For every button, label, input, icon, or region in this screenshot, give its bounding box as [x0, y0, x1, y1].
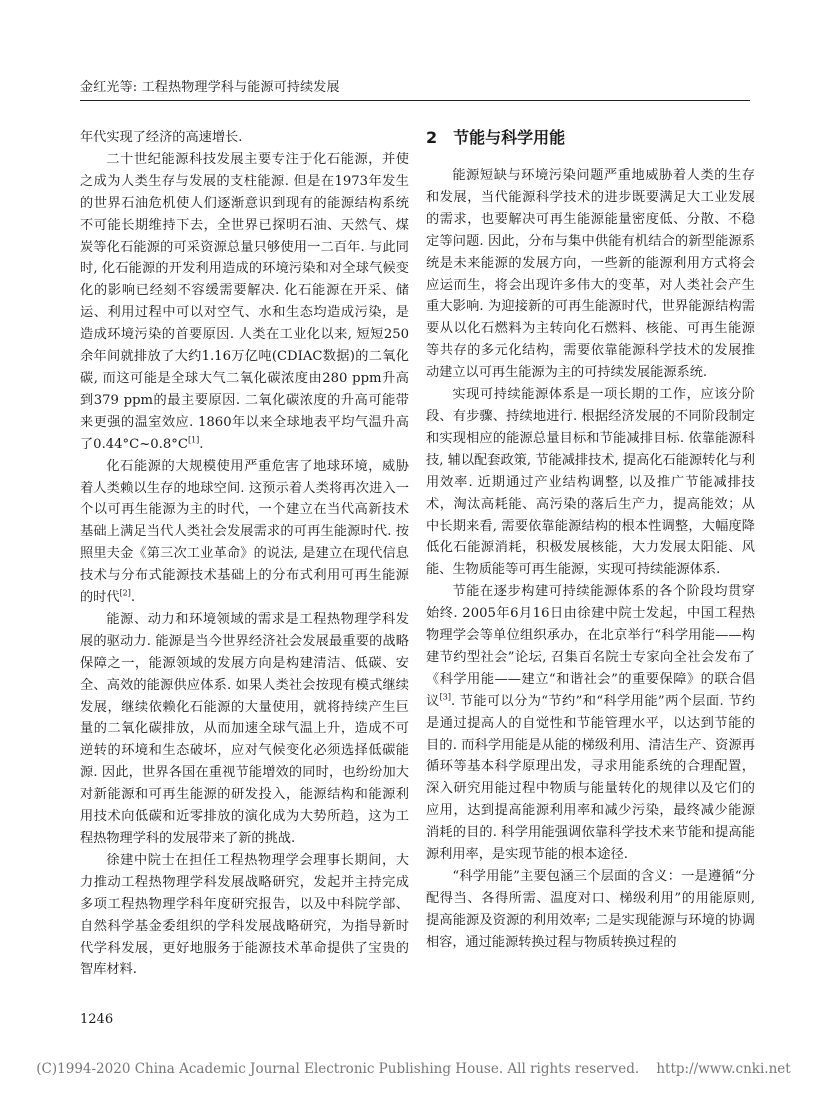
left-paragraph-3-text: 化石能源的大规模使用严重危害了地球环境，威胁着人类赖以生存的地球空间. 这预示着人类将再次进入一个以可再生能源为主的时代，一个建立在当代高新技术基础上满足当代人类社会发展需求的可再生能源时代. 按照里夫金《第三次工业革命》的说法, 是建立在现代信息技术与分布式能源技术基础上的分布式利用可再生能源的时代	[80, 458, 409, 606]
right-paragraph-4: “科学用能”主要包涵三个层面的含义：一是遵循“分配得当、各得所需、温度对口、梯级利用”的用能原则, 提高能源及资源的利用效率; 二是实现能源与环境的协调相容，通过能源转换过程与物质转换过程的	[426, 869, 755, 950]
left-paragraph-2-text: 二十世纪能源科技发展主要专注于化石能源，并使之成为人类生存与发展的支柱能源. 但是在1973年发生的世界石油危机使人们逐渐意识到现有的能源结构系统不可能长期维持下去，全世界已探明石油、天然气、煤炭等化石能源的可采资源总量只够使用一二百年. 与此同时, 化石能源的开发利用造成的环境污染和对全球气候变化的影响已经刻不容缓需要解决. 化石能源在开采、储运、利用过程中可以对空气、水和生态均造成污染，是造成环境污染的首要原因. 人类在工业化以来, 短短250余年间就排放了大约1.16万亿吨(CDIAC数据)的二氧化碳, 而这可能是全球大气二氧化碳浓度由280 ppm升高到379 ppm的最主要原因. 二氧化碳浓度的升高可能带来更强的温室效应. 1860年以来全球地表平均气温升高了0.44°C~0.8°C	[80, 151, 409, 452]
right-paragraph-1: 能源短缺与环境污染问题严重地威胁着人类的生存和发展，当代能源科学技术的进步既要满足大工业发展的需求，也要解决可再生能源能量密度低、分散、不稳定等问题. 因此，分布与集中供能有机结合的新型能源系统是未来能源的发展方向，一些新的能源利用方式将会应运而生，将会出现许多伟大的变革，对人类社会产生重大影响. 为迎接新的可再生能源时代，世界能源结构需要从以化石燃料为主转向化石燃料、核能、可再生能源等共存的多元化结构，需要依靠能源科学技术的发展推动建立以可再生能源为主的可持续发展能源系统.	[426, 168, 755, 381]
left-paragraph-1: 年代实现了经济的高速增长.	[80, 130, 243, 145]
copyright-footer	[0, 1061, 827, 1077]
left-paragraph-2-end: .	[199, 436, 204, 452]
left-paragraph-3-end: .	[130, 590, 136, 606]
left-paragraph-2	[80, 149, 409, 456]
right-column	[426, 127, 755, 954]
running-header: 金红光等: 工程热物理学科与能源可持续发展	[80, 80, 340, 95]
copyright-text: (C)1994-2020 China Academic Journal Electronic Publishing House. All rights reserved.	[36, 1061, 640, 1077]
page-number: 1246	[80, 1012, 114, 1027]
right-paragraph-3	[426, 581, 755, 866]
right-paragraph-3-end: . 节能可以分为“节约”和“科学用能”两个层面. 节约是通过提高人的自觉性和节能管理水平，以达到节能的目的. 而科学用能是从能的梯级利用、清洁生产、资源再循环等基本科学原理出发，寻求用能系统的合理配置，深入研究用能过程中物质与能量转化的规律以及它们的应用，达到提高能源利用率和减少污染，最终减少能源消耗的目的. 科学用能强调依靠科学技术来节能和提高能源利用率，是实现节能的根本途径.	[426, 693, 756, 863]
section-number: 2	[426, 128, 438, 147]
left-paragraph-4: 能源、动力和环境领域的需求是工程热物理学科发展的驱动力. 能源是当今世界经济社会发展最重要的战略保障之一，能源领域的发展方向是构建清洁、低碳、安全、高效的能源供应体系. 如果人类社会按现有模式继续发展，继续依赖化石能源的大量使用，就将持续产生巨量的二氧化碳排放，从而加速全球气温上升，造成不可逆转的环境和生态破坏，应对气候变化必须选择低碳能源. 因此，世界各国在重视节能增效的同时，也纷纷加大对新能源和可再生能源的研发投入，能源结构和能源利用技术向低碳和近零排放的演化成为大势所趋，这为工程热物理学科的发展带来了新的挑战.	[80, 611, 409, 846]
right-paragraph-3-text: 节能在逐步构建可持续能源体系的各个阶段均贯穿始终. 2005年6月16日由徐建中院士发起，中国工程热物理学会等单位组织承办，在北京举行“科学用能——构建节约型社会”论坛, 召集百名院士专家向全社会发布了《科学用能——建立“和谐社会”的重要保障》的联合倡议	[426, 584, 755, 709]
left-column	[80, 127, 409, 981]
right-paragraph-2: 实现可持续能源体系是一项长期的工作，应该分阶段、有步骤、持续地进行. 根据经济发展的不同阶段制定和实现相应的能源总量目标和节能减排目标. 依靠能源科技, 辅以配套政策, 节能减排技术, 提高化石能源转化与利用效率. 近期通过产业结构调整, 以及推广节能减排技术，淘汰高耗能、高污染的落后生产力，提高能效；从中长期来看, 需要依靠能源结构的根本性调整，大幅度降低化石能源消耗，积极发展核能，大力发展太阳能、风能、生物质能等可再生能源，实现可持续能源体系.	[426, 387, 755, 578]
section-title: 节能与科学用能	[453, 128, 566, 147]
left-paragraph-5: 徐建中院士在担任工程热物理学会理事长期间，大力推动工程热物理学科发展战略研究，发起并主持完成多项工程热物理学科年度研究报告，以及中科院学部、自然科学基金委组织的学科发展战略研究，为指导新时代学科发展，更好地服务于能源技术革命提供了宝贵的智库材料.	[80, 852, 409, 978]
footer-url: http://www.cnki.net	[656, 1061, 791, 1077]
citation-3: [3]	[439, 692, 451, 702]
citation-1: [1]	[187, 435, 200, 445]
section-heading	[426, 127, 755, 149]
citation-2: [2]	[119, 588, 131, 598]
header-rule	[80, 100, 750, 101]
left-paragraph-3	[80, 456, 409, 609]
